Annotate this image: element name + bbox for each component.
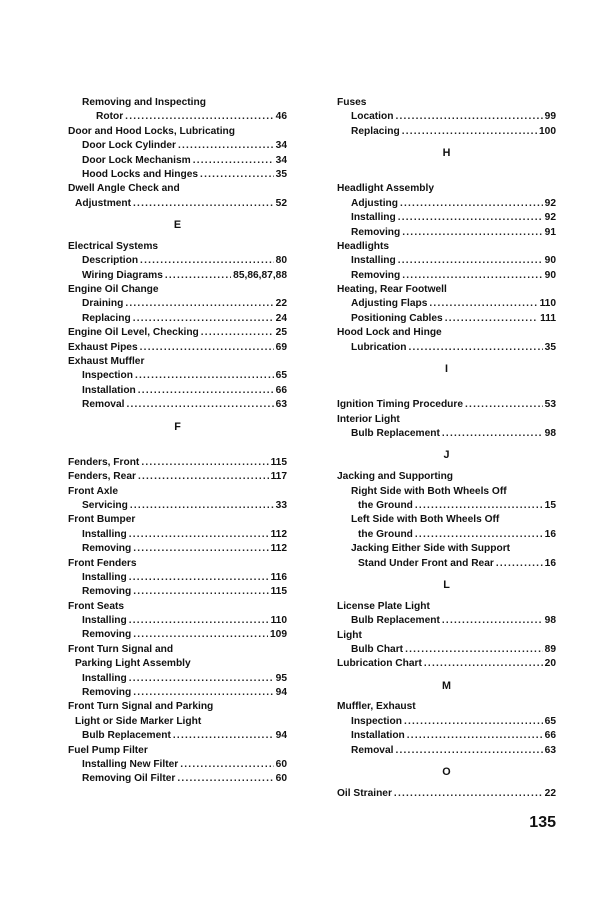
dot-leader xyxy=(402,125,537,139)
dot-leader xyxy=(135,369,274,383)
dot-leader xyxy=(405,643,543,657)
index-entry xyxy=(68,283,287,297)
dot-leader xyxy=(133,585,268,599)
entry-text: Adjustment xyxy=(75,197,132,209)
entry-page: 24 xyxy=(275,312,287,324)
index-entry xyxy=(68,182,287,196)
index-entry xyxy=(337,125,556,139)
dot-leader xyxy=(398,211,543,225)
index-entry xyxy=(68,240,287,254)
entry-text: Inspection xyxy=(82,370,133,382)
entry-page: 22 xyxy=(544,787,556,799)
dot-leader xyxy=(415,499,543,513)
entry-text: Draining xyxy=(82,298,124,310)
index-entry xyxy=(337,182,556,196)
dot-leader xyxy=(200,168,274,182)
entry-page: 65 xyxy=(275,370,287,382)
section-letter-heading: O xyxy=(442,766,451,779)
index-entry xyxy=(68,715,287,729)
entry-text: Electrical Systems xyxy=(68,240,159,252)
entry-text: Oil Strainer xyxy=(337,787,392,799)
entry-page: 34 xyxy=(275,140,287,152)
entry-text: Adjusting xyxy=(351,197,398,209)
entry-page: 15 xyxy=(544,499,556,511)
entry-text: Bulb Chart xyxy=(351,643,404,655)
index-entry xyxy=(68,139,287,153)
index-entry xyxy=(68,614,287,628)
entry-text: Inspection xyxy=(351,715,402,727)
index-entry xyxy=(337,269,556,283)
dot-leader xyxy=(407,729,543,743)
index-entry xyxy=(68,643,287,657)
entry-text: Front Axle xyxy=(68,485,118,497)
entry-text: Muffler, Exhaust xyxy=(337,701,416,713)
dot-leader xyxy=(177,772,273,786)
index-entry xyxy=(337,312,556,326)
dot-leader xyxy=(445,312,538,326)
index-entry xyxy=(68,542,287,556)
index-entry xyxy=(68,269,287,283)
dot-leader xyxy=(125,110,273,124)
dot-leader xyxy=(404,715,543,729)
index-entry xyxy=(68,168,287,182)
entry-text: Wiring Diagrams xyxy=(82,269,163,281)
index-entry xyxy=(337,297,556,311)
entry-page: 109 xyxy=(270,629,287,641)
entry-page: 110 xyxy=(270,615,287,627)
index-entry xyxy=(337,398,556,412)
dot-leader xyxy=(130,499,274,513)
entry-page: 60 xyxy=(275,773,287,785)
entry-text: Removing Oil Filter xyxy=(82,773,176,785)
index-column-left xyxy=(68,96,287,787)
index-entry xyxy=(68,154,287,168)
entry-text: Left Side with Both Wheels Off xyxy=(351,514,500,526)
entry-text: Lubrication xyxy=(351,341,407,353)
index-entry xyxy=(68,326,287,340)
index-entry xyxy=(68,485,287,499)
index-entry xyxy=(68,700,287,714)
entry-text: Front Turn Signal and Parking xyxy=(68,701,214,713)
index-entry xyxy=(337,557,556,571)
index-entry xyxy=(337,226,556,240)
entry-text: Headlights xyxy=(337,240,390,252)
dot-leader xyxy=(398,254,543,268)
dot-leader xyxy=(126,398,273,412)
dot-leader xyxy=(395,110,542,124)
entry-page: 112 xyxy=(270,528,287,540)
entry-page: 117 xyxy=(270,471,287,483)
entry-page: 94 xyxy=(275,730,287,742)
index-entry xyxy=(68,657,287,671)
index-entry xyxy=(337,643,556,657)
spacer xyxy=(337,384,556,398)
index-entry xyxy=(68,341,287,355)
entry-text: Installing New Filter xyxy=(82,759,179,770)
index-entry xyxy=(337,715,556,729)
entry-page: 35 xyxy=(544,341,556,353)
index-entry xyxy=(68,729,287,743)
entry-page: 16 xyxy=(544,557,556,569)
dot-leader xyxy=(402,269,542,283)
dot-leader xyxy=(424,657,543,671)
entry-text: Front Bumper xyxy=(68,514,136,526)
index-entry xyxy=(68,585,287,599)
entry-page: 33 xyxy=(275,499,287,511)
entry-page: 53 xyxy=(544,399,556,411)
entry-text: Rotor xyxy=(96,111,124,123)
section-letter-heading: M xyxy=(442,679,451,692)
entry-text: the Ground xyxy=(358,528,413,540)
index-entry xyxy=(68,600,287,614)
dot-leader xyxy=(465,398,543,412)
index-entry xyxy=(68,384,287,398)
entry-text: Hood Lock and Hinge xyxy=(337,327,442,339)
entry-text: Installing xyxy=(82,672,127,684)
entry-text: Fuel Pump Filter xyxy=(68,744,148,756)
section-letter-heading: I xyxy=(445,363,448,376)
entry-page: 92 xyxy=(544,197,556,209)
index-entry xyxy=(337,657,556,671)
index-entry xyxy=(337,326,556,340)
entry-text: Installation xyxy=(82,384,136,396)
index-entry xyxy=(337,528,556,542)
entry-page: 115 xyxy=(270,456,287,468)
index-entry xyxy=(68,197,287,211)
dot-leader xyxy=(180,758,273,772)
section-letter-heading: L xyxy=(443,578,450,591)
entry-page: 94 xyxy=(275,687,287,699)
entry-page: 116 xyxy=(270,571,287,583)
index-entry xyxy=(68,571,287,585)
entry-page: 63 xyxy=(544,744,556,756)
dot-leader xyxy=(442,614,543,628)
entry-text: Front Fenders xyxy=(68,557,137,569)
index-entry xyxy=(68,499,287,513)
entry-page: 110 xyxy=(539,298,556,310)
index-entry xyxy=(337,614,556,628)
dot-leader xyxy=(442,427,543,441)
entry-page: 16 xyxy=(544,528,556,540)
index-entry xyxy=(337,341,556,355)
entry-page: 25 xyxy=(275,327,287,339)
index-entry xyxy=(337,254,556,268)
entry-text: Light or Side Marker Light xyxy=(75,715,202,727)
entry-page: 90 xyxy=(544,255,556,267)
index-entry xyxy=(68,758,287,772)
section-letter-heading: E xyxy=(173,219,182,232)
entry-text: Exhaust Muffler xyxy=(68,356,145,368)
entry-page: 98 xyxy=(544,615,556,627)
entry-page: 91 xyxy=(544,226,556,238)
entry-text: Lubrication Chart xyxy=(337,658,422,670)
entry-text: Hood Locks and Hinges xyxy=(82,168,199,180)
entry-text: Engine Oil Change xyxy=(68,284,159,296)
entry-page: 34 xyxy=(275,154,287,166)
entry-text: Door Lock Cylinder xyxy=(82,140,176,152)
dot-leader xyxy=(140,254,274,268)
entry-page: 95 xyxy=(275,672,287,684)
spacer xyxy=(68,441,287,455)
entry-text: Servicing xyxy=(82,499,128,511)
section-letter-heading: H xyxy=(442,147,451,160)
dot-leader xyxy=(402,226,542,240)
index-entry xyxy=(68,297,287,311)
entry-page: 35 xyxy=(275,168,287,180)
spacer xyxy=(337,168,556,182)
entry-text: Removal xyxy=(351,744,394,756)
entry-text: Removing xyxy=(351,226,401,238)
entry-text: Replacing xyxy=(82,312,131,324)
dot-leader xyxy=(178,139,274,153)
entry-text: Adjusting Flaps xyxy=(351,298,428,310)
dot-leader xyxy=(138,470,269,484)
dot-leader xyxy=(496,557,543,571)
dot-leader xyxy=(395,744,542,758)
index-entry xyxy=(337,283,556,297)
dot-leader xyxy=(140,341,274,355)
index-entry xyxy=(68,355,287,369)
index-entry xyxy=(337,542,556,556)
entry-page: 63 xyxy=(275,399,287,411)
entry-text: Installing xyxy=(351,255,396,267)
entry-text: Removing and Inspecting xyxy=(82,97,206,108)
entry-page: 66 xyxy=(275,384,287,396)
dot-leader xyxy=(129,571,269,585)
entry-text: Engine Oil Level, Checking xyxy=(68,327,199,339)
index-entry xyxy=(337,485,556,499)
index-entry xyxy=(337,110,556,124)
dot-leader xyxy=(129,528,269,542)
index-entry xyxy=(337,96,556,110)
entry-page: 20 xyxy=(544,658,556,670)
index-entry xyxy=(68,686,287,700)
entry-text: Description xyxy=(82,255,139,267)
dot-leader xyxy=(133,312,274,326)
entry-page: 66 xyxy=(544,730,556,742)
entry-text: Installing xyxy=(82,615,127,627)
entry-text: Installing xyxy=(82,528,127,540)
index-entry xyxy=(68,528,287,542)
entry-text: Fenders, Front xyxy=(68,456,140,468)
index-entry xyxy=(68,672,287,686)
index-entry xyxy=(68,110,287,124)
entry-text: Stand Under Front and Rear xyxy=(358,557,494,569)
entry-text: Ignition Timing Procedure xyxy=(337,399,464,411)
entry-text: Light xyxy=(337,629,362,641)
dot-leader xyxy=(400,197,543,211)
dot-leader xyxy=(133,686,273,700)
index-entry xyxy=(337,787,556,801)
entry-text: Removing xyxy=(82,629,132,641)
index-entry xyxy=(337,211,556,225)
entry-text: Fuses xyxy=(337,97,367,108)
dot-leader xyxy=(125,297,273,311)
index-entry xyxy=(337,470,556,484)
entry-page: 112 xyxy=(270,543,287,555)
index-entry xyxy=(68,254,287,268)
dot-leader xyxy=(133,628,268,642)
entry-text: Installing xyxy=(351,212,396,224)
entry-text: the Ground xyxy=(358,499,413,511)
index-entry xyxy=(337,513,556,527)
index-entry xyxy=(337,197,556,211)
index-entry xyxy=(68,628,287,642)
entry-page: 69 xyxy=(275,341,287,353)
entry-text: Headlight Assembly xyxy=(337,183,434,195)
index-entry xyxy=(337,427,556,441)
index-entry xyxy=(337,744,556,758)
index-entry xyxy=(68,513,287,527)
dot-leader xyxy=(394,787,543,801)
entry-text: Removing xyxy=(82,543,132,555)
index-column-right xyxy=(337,96,556,801)
entry-page: 46 xyxy=(275,111,287,123)
entry-page: 60 xyxy=(275,759,287,770)
dot-leader xyxy=(415,528,543,542)
dot-leader xyxy=(173,729,274,743)
entry-text: Installing xyxy=(82,571,127,583)
dot-leader xyxy=(129,614,269,628)
entry-text: Removing xyxy=(351,269,401,281)
index-entry xyxy=(68,125,287,139)
entry-page: 89 xyxy=(544,643,556,655)
entry-text: Removing xyxy=(82,586,132,598)
index-entry xyxy=(337,240,556,254)
entry-page: 65 xyxy=(544,715,556,727)
index-entry xyxy=(337,600,556,614)
entry-page: 22 xyxy=(275,298,287,310)
dot-leader xyxy=(138,384,274,398)
entry-text: Exhaust Pipes xyxy=(68,341,138,353)
entry-text: Bulb Replacement xyxy=(351,428,440,440)
dot-leader xyxy=(133,542,268,556)
entry-text: Jacking Either Side with Support xyxy=(351,543,511,555)
entry-text: Positioning Cables xyxy=(351,312,443,324)
entry-text: Door Lock Mechanism xyxy=(82,154,191,166)
entry-page: 80 xyxy=(275,255,287,267)
index-entry xyxy=(68,456,287,470)
entry-text: Installation xyxy=(351,730,405,742)
entry-page: 52 xyxy=(275,197,287,209)
entry-text: Right Side with Both Wheels Off xyxy=(351,485,507,497)
entry-text: Dwell Angle Check and xyxy=(68,183,180,195)
section-letter-heading: J xyxy=(443,449,450,462)
index-entry xyxy=(68,470,287,484)
entry-page: 85,86,87,88 xyxy=(233,269,287,281)
entry-text: Front Turn Signal and xyxy=(68,643,174,655)
dot-leader xyxy=(193,154,274,168)
dot-leader xyxy=(429,297,537,311)
entry-text: Door and Hood Locks, Lubricating xyxy=(68,125,235,137)
entry-page: 90 xyxy=(544,269,556,281)
entry-page: 92 xyxy=(544,212,556,224)
dot-leader xyxy=(408,341,542,355)
index-entry xyxy=(337,700,556,714)
index-entry xyxy=(68,369,287,383)
dot-leader xyxy=(133,197,274,211)
index-entry xyxy=(337,729,556,743)
index-entry xyxy=(68,312,287,326)
index-entry xyxy=(68,744,287,758)
section-letter-heading: F xyxy=(174,420,181,433)
index-entry xyxy=(68,96,287,110)
page-number: 135 xyxy=(529,814,556,831)
dot-leader xyxy=(129,672,274,686)
index-entry xyxy=(337,499,556,513)
entry-page: 99 xyxy=(544,111,556,123)
index-entry xyxy=(68,398,287,412)
entry-text: Heating, Rear Footwell xyxy=(337,284,447,296)
dot-leader xyxy=(201,326,274,340)
entry-text: Replacing xyxy=(351,125,400,137)
entry-page: 100 xyxy=(539,125,556,137)
entry-page: 115 xyxy=(270,586,287,598)
index-entry xyxy=(68,557,287,571)
entry-text: Bulb Replacement xyxy=(351,615,440,627)
entry-text: License Plate Light xyxy=(337,600,430,612)
dot-leader xyxy=(141,456,268,470)
entry-text: Fenders, Rear xyxy=(68,471,136,483)
entry-text: Jacking and Supporting xyxy=(337,471,454,483)
entry-text: Removing xyxy=(82,687,132,699)
index-entry xyxy=(337,629,556,643)
index-entry xyxy=(68,772,287,786)
entry-text: Parking Light Assembly xyxy=(75,658,191,670)
entry-page: 98 xyxy=(544,428,556,440)
dot-leader xyxy=(165,269,231,283)
index-entry xyxy=(337,413,556,427)
entry-text: Interior Light xyxy=(337,413,400,425)
entry-text: Bulb Replacement xyxy=(82,730,171,742)
entry-text: Front Seats xyxy=(68,600,125,612)
entry-page: 111 xyxy=(540,312,556,324)
entry-text: Location xyxy=(351,111,394,123)
entry-text: Removal xyxy=(82,399,125,411)
